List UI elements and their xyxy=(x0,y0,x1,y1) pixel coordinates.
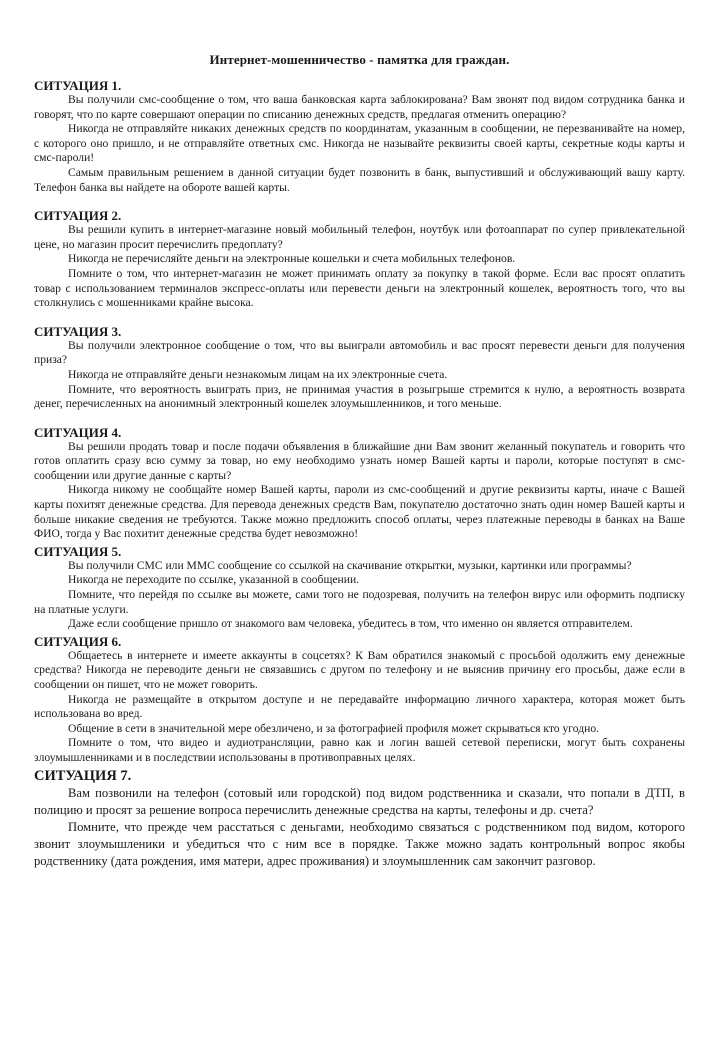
situation-6 xyxy=(34,634,685,766)
situation-heading: СИТУАЦИЯ 3. xyxy=(34,323,122,339)
paragraph: Самым правильным решением в данной ситуации будет позвонить в банк, выпустивший и обслуживающий вашу карту. Телефон банка вы найдете на обороте вашей карты. xyxy=(34,165,685,194)
paragraph: Помните, что прежде чем расстаться с деньгами, необходимо связаться с родственником под видом, которого звонит злоумышленики и убедиться что с ним все в порядке. Также можно задать контрольный вопрос якобы родственнику (дата рождения, имя матери, адрес проживания) и злоумышленник сам закончит разговор. xyxy=(34,819,685,868)
paragraph: Помните о том, что интернет-магазин не может принимать оплату за покупку в такой форме. Если вас просят оплатить товар с использованием терминалов экспресс-оплаты или перевести деньги на электронный кошелек, вероятность того, что вы столкнулись с мошенниками крайне высока. xyxy=(34,266,685,310)
paragraph: Вы решили продать товар и после подачи объявления в ближайшие дни Вам звонит желанный покупатель и говорить что готов оплатить сразу всю сумму за товар, но ему необходимо узнать номер Вашей карты и пароли, которые поступят в смс-сообщении или другие данные с карты? xyxy=(34,439,685,482)
paragraph: Никогда не перечисляйте деньги на электронные кошельки и счета мобильных телефонов. xyxy=(68,252,516,266)
document-title: Интернет-мошенничество - памятка для граждан. xyxy=(209,52,510,67)
paragraph: Никогда не размещайте в открытом доступе и не передавайте информацию личного характера, которая может быть использована во вред. xyxy=(34,692,685,721)
paragraph: Вам позвонили на телефон (сотовый или городской) под видом родственника и сказали, что попали в ДТП, в полицию и просят за решение вопроса перечислить денежные средства на карты, телефоны и др. счета? xyxy=(34,785,685,817)
paragraph: Вы получили смс-сообщение о том, что ваша банковская карта заблокирована? Вам звонят под видом сотрудника банка и говорят, что по карте совершают операции по списанию денежных средств, предлагая отменить операцию? xyxy=(34,93,685,121)
paragraph: Помните о том, что видео и аудиотрансляции, равно как и логин вашей сетевой переписки, могут быть сохранены злоумышленниками и в последствии использованы в противоправных целях. xyxy=(34,736,685,764)
paragraph: Общение в сети в значительной мере обезличено, и за фотографией профиля может скрываться кто угодно. xyxy=(68,721,600,735)
paragraph: Никогда не отправляйте деньги незнакомым лицам на их электронные счета. xyxy=(68,367,448,381)
situation-heading: СИТУАЦИЯ 1. xyxy=(34,78,122,93)
paragraph: Вы решили купить в интернет-магазине новый мобильный телефон, ноутбук или фотоаппарат по супер привлекательной цене, но магазин просит перечислить предоплату? xyxy=(34,223,685,251)
situation-heading: СИТУАЦИЯ 6. xyxy=(34,633,122,649)
paragraph: Вы получили электронное сообщение о том, что вы выиграли автомобиль и вас просят перевести деньги для получения приза? xyxy=(34,338,685,367)
paragraph: Помните, что перейдя по ссылке вы можете, сами того не подозревая, получить на телефон вирус или оформить подписку на платные услуги. xyxy=(34,588,685,616)
paragraph: Никогда никому не сообщайте номер Вашей карты, пароли из смс-сообщений и другие реквизиты карты, иначе с Вашей карты похитят денежные средства. Для перевода денежных средств Вам, покупателю достаточно знать один номер Вашей карты и больше никакие сведения не требуются. Также можно предложить способ оплаты, через платежные переводы в банках на Ваше ФИО, тогда у Вас похитит денежные средства будет невозможно! xyxy=(34,483,685,541)
situation-5 xyxy=(34,544,685,632)
situation-7 xyxy=(34,768,685,870)
situation-heading: СИТУАЦИЯ 2. xyxy=(34,208,122,224)
situation-3 xyxy=(34,324,685,412)
paragraph: Даже если сообщение пришло от знакомого вам человека, убедитесь в том, что именно он является отправителем. xyxy=(68,617,633,631)
situation-4 xyxy=(34,425,685,542)
paragraph: Помните, что вероятность выиграть приз, не принимая участия в розыгрыше стремится к нулю, а вероятность возврата денег, перечисленных на анонимный электронный кошелек злоумышленников, и того меньше. xyxy=(34,382,685,411)
situation-2 xyxy=(34,208,685,311)
paragraph: Никогда не отправляйте никаких денежных средств по координатам, указанным в сообщении, не перезванивайте на номер, с которого оно пришло, и не отправляйте ответных смс. Никогда не называйте реквизиты своей карты, секретные коды карты и смс-пароли! xyxy=(34,122,685,165)
situation-heading: СИТУАЦИЯ 4. xyxy=(34,424,122,440)
paragraph: Вы получили СМС или ММС сообщение со ссылкой на скачивание открытки, музыки, картинки или программы? xyxy=(68,558,632,572)
paragraph: Никогда не переходите по ссылке, указанной в сообщении. xyxy=(68,573,360,587)
situation-heading: СИТУАЦИЯ 7. xyxy=(34,767,132,784)
paragraph: Общаетесь в интернете и имеете аккаунты в соцсетях? К Вам обратился знакомый с просьбой одолжить ему денежные средства? Никогда не переводите деньги не связавшись с другом по телефону и не выяснив причину его просьбы, даже если в сообщении он пишет, что не может говорить. xyxy=(34,648,685,691)
situation-1 xyxy=(34,78,685,195)
situation-heading: СИТУАЦИЯ 5. xyxy=(34,543,122,559)
